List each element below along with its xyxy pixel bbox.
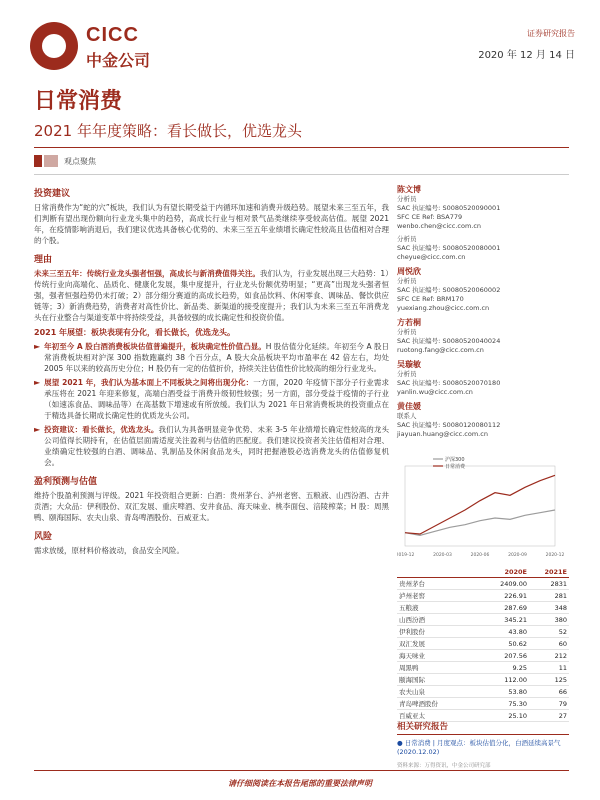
table-row bbox=[397, 698, 569, 710]
table-row bbox=[397, 626, 569, 638]
viewpoint-tag bbox=[34, 155, 96, 167]
footer-disclaimer: 请仔细阅读在本报告尾部的重要法律声明 bbox=[228, 779, 372, 788]
x-tick-label: 2020-03 bbox=[433, 553, 452, 558]
legend-label: 日常消费 bbox=[445, 464, 466, 470]
table-cell: 52 bbox=[558, 627, 567, 636]
x-tick-label: 2019-12 bbox=[397, 553, 415, 558]
table-cell: 287.69 bbox=[504, 603, 527, 612]
section-invest-title: 投资建议 bbox=[34, 189, 71, 199]
analyst-info: SAC 执证编号: S0080520060002 bbox=[397, 286, 501, 294]
table-cell: 百威亚太 bbox=[399, 712, 425, 720]
analyst-name: 方若桐 bbox=[397, 318, 421, 327]
risk-text: 需求放缓，原材料价格波动，食品安全风险。 bbox=[34, 546, 184, 555]
bullet1-lead: 年初至今 A 股白酒消费板块估值普遍提升，板块确定性价值凸显。 bbox=[44, 342, 266, 351]
table-row bbox=[397, 638, 569, 650]
outlook-subtitle: 2021 年展望：板块表现有分化，看长做长，优选龙头。 bbox=[34, 328, 236, 337]
analyst-info[interactable]: jiayuan.huang@cicc.com.cn bbox=[397, 430, 488, 438]
table-cell: 50.62 bbox=[508, 639, 527, 648]
table-cell: 66 bbox=[558, 687, 567, 696]
analyst-column bbox=[397, 180, 569, 439]
table-row bbox=[397, 674, 569, 686]
report-title: 2021 年年度策略：看长做长，优选龙头 bbox=[34, 122, 302, 140]
section-profit-title: 盈利预测与估值 bbox=[34, 477, 98, 487]
table-cell: 海天味业 bbox=[399, 652, 425, 660]
table-cell: 五粮液 bbox=[399, 604, 419, 612]
section-risk-title: 风险 bbox=[34, 532, 53, 542]
arrow-icon: ► bbox=[34, 378, 41, 387]
bullet3-lead: 投资建议：看长做长，优选龙头。 bbox=[44, 425, 159, 434]
valuation-table bbox=[397, 566, 569, 722]
analyst-info[interactable]: yanlin.wu@cicc.com.cn bbox=[397, 388, 473, 396]
report-type: 证券研究报告 bbox=[527, 29, 575, 38]
table-cell: 207.56 bbox=[504, 651, 527, 660]
analyst-info: 分析员 bbox=[397, 328, 417, 336]
table-cell: 53.80 bbox=[508, 687, 527, 696]
table-cell: 212 bbox=[554, 651, 567, 660]
bullet3-text: 我们认为具备明显竞争优势、未来 3-5 年业绩增长确定性较高的龙头公司值得长期持有，在估值层面需适度关注盈利与估值的匹配度。我们建议投资者关注估值相对合理、业绩确定性较强的白酒、调味品、乳制品及休闲食品龙头，同时把握港股必选消费龙头的估值修复机会。 bbox=[44, 425, 389, 467]
table-row bbox=[397, 614, 569, 626]
table-cell: 2021E bbox=[544, 567, 567, 576]
table-row bbox=[397, 686, 569, 698]
analyst-info: 联系人 bbox=[397, 412, 417, 420]
analyst-info[interactable]: yuexiang.zhou@cicc.com.cn bbox=[397, 304, 490, 312]
main-column bbox=[34, 180, 389, 556]
table-cell: 颐海国际 bbox=[399, 676, 425, 684]
analyst-name: 周悦欣 bbox=[397, 267, 421, 276]
table-cell: 11 bbox=[558, 663, 567, 672]
analyst-info: SAC 执证编号: S0080520090001 bbox=[397, 204, 501, 212]
table-cell: 281 bbox=[554, 591, 567, 600]
x-tick-label: 2020-09 bbox=[508, 553, 527, 558]
table-cell: 27 bbox=[558, 711, 567, 720]
analyst-info: SFC CE Ref: BRM170 bbox=[397, 295, 464, 303]
table-cell: 25.10 bbox=[508, 711, 527, 720]
related-item[interactable]: ● 日常消费 | 月度观点：板块估值分化，白酒延续高景气 (2020.12.02) bbox=[397, 739, 561, 756]
table-cell: 周黑鸭 bbox=[399, 664, 419, 672]
analyst-info[interactable]: wenbo.chen@cicc.com.cn bbox=[397, 222, 482, 230]
analyst-info: 分析员 bbox=[397, 235, 417, 243]
logo-en: CICC bbox=[86, 24, 139, 46]
table-cell: 农夫山泉 bbox=[399, 688, 425, 696]
table-cell: 双汇发展 bbox=[399, 640, 425, 648]
invest-text: 日常消费作为“蛇的穴”板块，我们认为有望长期受益于内循环加速和消费升级趋势。展望未来三至五年，我们判断有望出现份额向行业龙头集中的趋势，高成长行业与相对景气品类继续享受较高估值。展望 2021 年，在疫情影响消退后，我们建议优选具备核心优势的、未来三至五年业绩增长确定性较高且估值相对合理的个股。 bbox=[34, 203, 389, 245]
tag-bar-icon bbox=[34, 155, 42, 167]
table-cell: 345.21 bbox=[504, 615, 527, 624]
series-line-1 bbox=[405, 475, 555, 534]
table-cell: 山西汾酒 bbox=[399, 616, 425, 624]
table-row bbox=[397, 602, 569, 614]
table-row bbox=[397, 650, 569, 662]
bullet-3 bbox=[34, 424, 389, 468]
table-cell: 2020E bbox=[504, 567, 527, 576]
analyst-info: 分析员 bbox=[397, 195, 417, 203]
related-reports bbox=[397, 720, 569, 769]
legend-label: 沪深300 bbox=[445, 457, 465, 463]
analyst-info: SFC CE Ref: BSA779 bbox=[397, 213, 463, 221]
table-cell: 75.30 bbox=[508, 699, 527, 708]
related-title: 相关研究报告 bbox=[397, 720, 569, 735]
industry-title: 日常消费 bbox=[34, 89, 123, 114]
analyst-info: SAC 执证编号: S0080120080112 bbox=[397, 421, 501, 429]
arrow-icon: ► bbox=[34, 342, 41, 351]
chart-svg bbox=[397, 452, 569, 562]
bullet1-text: H 股估值分化延续。年初至今 A 股日常消费板块相对沪深 300 指数跑赢约 38 个百分点，A 股大众品板块平均市盈率在 42 倍左右，均处 2005 年以来的较高历史分位；H 股仍有一定的估值折价，持续关注估值性价比较高的细分行业龙头。 bbox=[44, 342, 389, 373]
bullet2-lead: 展望 2021 年，我们认为基本面上不同板块之间将出现分化： bbox=[44, 378, 254, 387]
analyst-name: 陈文博 bbox=[397, 185, 421, 194]
x-tick-label: 2020-06 bbox=[470, 553, 490, 558]
reason-lead: 未来三至五年：传统行业龙头强者恒强，高成长与新消费值得关注。 bbox=[34, 269, 260, 278]
footer-divider bbox=[34, 770, 569, 771]
analyst-info[interactable]: ruotong.fang@cicc.com.cn bbox=[397, 346, 484, 354]
analyst-info: 分析员 bbox=[397, 277, 417, 285]
table-cell: 青岛啤酒股份 bbox=[399, 700, 438, 708]
profit-text: 维持个股盈利预测与评级。2021 年投资组合更新：白酒：贵州茅台、泸州老窖、五粮液、山西汾酒、古井贡酒；大众品：伊利股份、双汇发展、重庆啤酒、安井食品、海天味业、桃李面包、涪陵榨菜；H 股：周黑鸭、颐海国际、农夫山泉、青岛啤酒股份、百威亚太。 bbox=[34, 491, 389, 522]
header bbox=[30, 18, 575, 78]
table-cell: 泸州老窖 bbox=[399, 592, 425, 600]
performance-chart bbox=[397, 452, 569, 562]
table-cell: 112.00 bbox=[504, 675, 527, 684]
table-row bbox=[397, 662, 569, 674]
bullet-2 bbox=[34, 377, 389, 421]
table-cell: 380 bbox=[554, 615, 567, 624]
reason-paragraph bbox=[34, 268, 389, 323]
table-cell: 2409.00 bbox=[500, 579, 527, 588]
x-tick-label: 2020-12 bbox=[545, 553, 565, 558]
table-cell: 125 bbox=[554, 675, 567, 684]
table-cell: 226.91 bbox=[504, 591, 527, 600]
table-cell: 43.80 bbox=[508, 627, 527, 636]
table-cell: 贵州茅台 bbox=[399, 580, 425, 588]
series-line-0 bbox=[405, 510, 555, 535]
table-cell: 伊利股份 bbox=[399, 628, 425, 636]
report-date: 2020 年 12 月 14 日 bbox=[478, 50, 575, 61]
chart-frame bbox=[405, 466, 555, 546]
reason-text: 我们认为，行业发展出现三大趋势：1）传统行业向高端化、品质化、健康化发展，集中度提升，行业龙头份额优势明显；“更高”出现龙头强者恒强，强者恒强趋势仍未打破；2）部分细分赛道的高成长趋势，如食品饮料、休闲零食、调味品、餐饮供应链等；3）新消费趋势，消费者对高性价比、新品类、新渠道的接受度提升；我们认为未来三至五年消费龙头在行业整合与渠道变革中将持续受益，具备较强的成长确定性和投资价值。 bbox=[34, 269, 389, 322]
arrow-icon: ► bbox=[34, 425, 41, 434]
table-cell: 348 bbox=[554, 603, 567, 612]
tag-bar-light-icon bbox=[44, 155, 58, 167]
analyst-name: 吴璇敏 bbox=[397, 360, 421, 369]
divider bbox=[34, 174, 569, 175]
analyst-info: 分析员 bbox=[397, 370, 417, 378]
analyst-name: 黄佳媛 bbox=[397, 402, 421, 411]
analyst-info: SAC 执证编号: S0080520040024 bbox=[397, 337, 501, 345]
table-header bbox=[397, 566, 569, 578]
cicc-logo-icon bbox=[30, 22, 78, 70]
table-cell: 2831 bbox=[550, 579, 567, 588]
analyst-info: SAC 执证编号: S0080520080001 bbox=[397, 244, 501, 252]
table-cell: 60 bbox=[558, 639, 567, 648]
divider bbox=[34, 147, 569, 148]
table-cell: 79 bbox=[558, 699, 567, 708]
source-note: 资料来源：万得资讯，中金公司研究部 bbox=[397, 763, 491, 769]
table-cell: 9.25 bbox=[512, 663, 527, 672]
table-row bbox=[397, 590, 569, 602]
logo-cn: 中金公司 bbox=[86, 51, 151, 70]
viewpoint-label: 观点聚焦 bbox=[64, 156, 96, 166]
table-row bbox=[397, 578, 569, 590]
analyst-info: SAC 执证编号: S0080520070180 bbox=[397, 379, 501, 387]
bullet-1 bbox=[34, 341, 389, 374]
bullet2-text: 一方面，2020 年疫情下部分子行业需求承压将在 2021 年迎来修复，高端白酒受益于消费升级韧性较强；另一方面，部分受益于疫情的子行业（如速冻食品、调味品等）在高基数下增速或有所放缓。我们认为 2021 年日常消费板块的投资重点在于精选具备长期成长确定性的优质龙头公司。 bbox=[44, 378, 389, 420]
analyst-info[interactable]: cheyue@cicc.com.cn bbox=[397, 253, 466, 261]
section-reason-title: 理由 bbox=[34, 255, 53, 265]
